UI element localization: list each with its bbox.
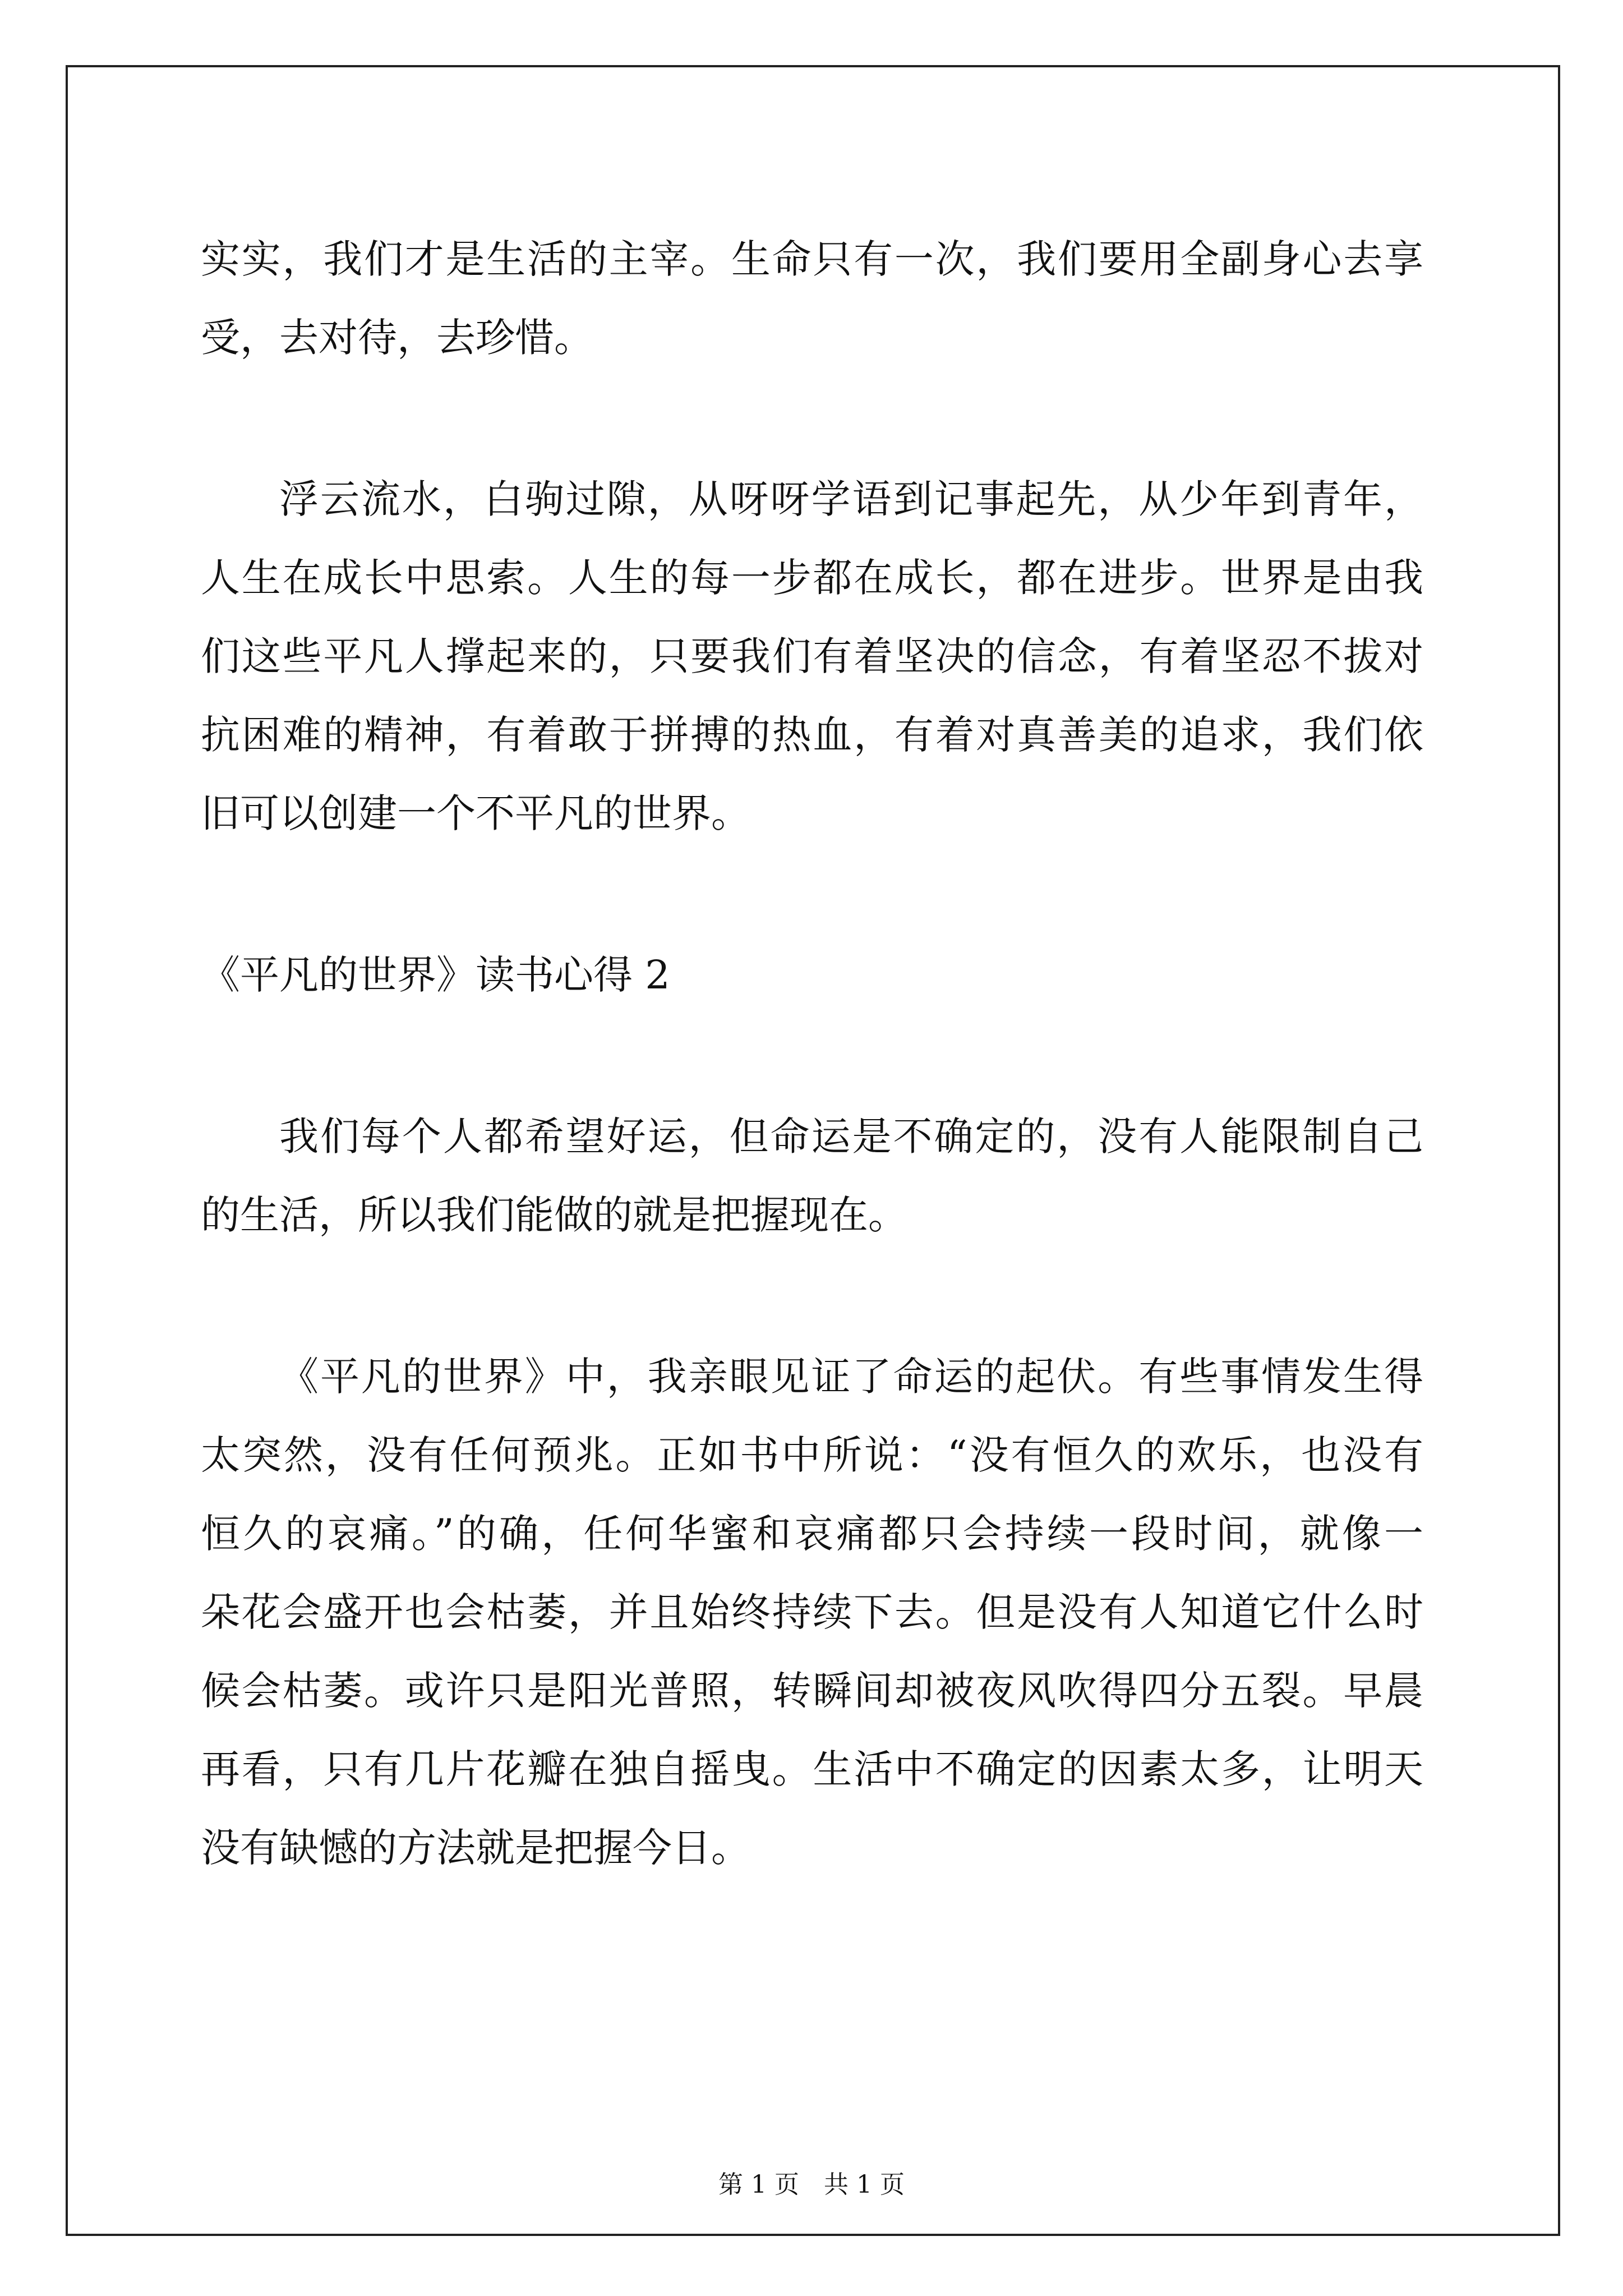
text-line: 人生在成长中思索。人生的每一步都在成长，都在进步。世界是由我 [201,555,1423,601]
text-line: 的生活，所以我们能做的就是把握现在。 [201,1192,907,1238]
document-body [201,220,1423,1887]
text-line: 再看，只有几片花瓣在独自摇曳。生活中不确定的因素太多，让明天 [201,1746,1423,1792]
paragraph [201,1337,1423,1887]
text-line: 我们每个人都希望好运，但命运是不确定的，没有人能限制自己 [279,1114,1423,1159]
page-number-footer: 第 1 页 共 1 页 [718,2170,905,2199]
text-line: 太突然，没有任何预兆。正如书中所说：“没有恒久的欢乐，也没有 [201,1432,1423,1478]
text-line: 朵花会盛开也会枯萎，并且始终持续下去。但是没有人知道它什么时 [201,1589,1423,1635]
text-line: 没有缺憾的方法就是把握今日。 [201,1825,750,1871]
text-line: 候会枯萎。或许只是阳光普照，转瞬间却被夜风吹得四分五裂。早晨 [201,1668,1423,1714]
text-line: 《平凡的世界》中，我亲眼见证了命运的起伏。有些事情发生得 [279,1354,1423,1400]
paragraph [201,220,1423,377]
text-line: 抗困难的精神，有着敢于拼搏的热血，有着对真善美的追求，我们依 [201,712,1423,758]
text-line: 们这些平凡人撑起来的，只要我们有着坚决的信念，有着坚忍不拔对 [201,633,1423,679]
text-line: 浮云流水，白驹过隙，从呀呀学语到记事起先，从少年到青年， [279,476,1423,522]
text-line: 受，去对待，去珍惜。 [201,315,593,361]
section-heading: 《平凡的世界》读书心得 2 [201,952,670,998]
text-line: 实实，我们才是生活的主宰。生命只有一次，我们要用全副身心去享 [201,236,1423,282]
text-line: 旧可以创建一个不平凡的世界。 [201,790,750,836]
paragraph [201,460,1423,853]
paragraph [201,1097,1423,1254]
text-line: 恒久的哀痛。”的确，任何华蜜和哀痛都只会持续一段时间，就像一 [201,1511,1423,1557]
